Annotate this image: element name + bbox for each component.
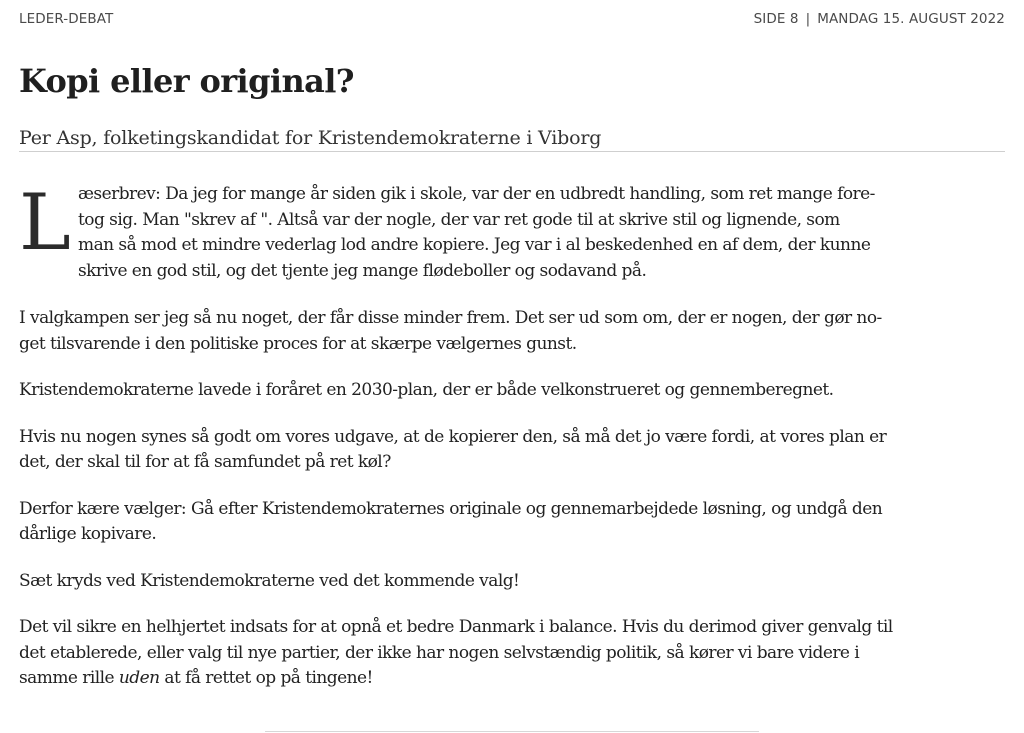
publication-date: MANDAG 15. AUGUST 2022 bbox=[817, 11, 1005, 27]
body-paragraph bbox=[19, 497, 1005, 548]
lead-line: tog sig. Man "skrev af ". Altså var der nogle, der var ret gode til at skrive stil og lignende, som bbox=[78, 209, 840, 230]
paragraph-line: det etablerede, eller valg til nye partier, der ikke har nogen selvstændig politik, så kører vi bare videre i bbox=[19, 642, 860, 663]
section-label: LEDER-DEBAT bbox=[19, 11, 114, 27]
body-paragraph bbox=[19, 378, 1005, 404]
body-paragraph bbox=[19, 425, 1005, 476]
page-number: SIDE 8 bbox=[753, 11, 799, 27]
paragraph-text: at få rettet op på tingene! bbox=[159, 668, 373, 688]
article-title: Kopi eller original? bbox=[19, 62, 354, 100]
lead-line: skrive en god stil, og det tjente jeg mange flødeboller og sodavand på. bbox=[78, 260, 647, 281]
meta-separator: | bbox=[805, 11, 811, 27]
paragraph-line: det, der skal til for at få samfundet på ret køl? bbox=[19, 452, 391, 472]
bottom-divider bbox=[265, 731, 759, 732]
body-paragraph bbox=[19, 306, 1005, 357]
paragraph-line: Det vil sikre en helhjertet indsats for at opnå et bedre Danmark i balance. Hvis du derimod giver genvalg til bbox=[19, 617, 893, 637]
article-body bbox=[19, 178, 1005, 713]
page-header bbox=[19, 11, 1005, 31]
paragraph-line: Derfor kære vælger: Gå efter Kristendemokraternes originale og gennemarbejdede løsning, og undgå den bbox=[19, 498, 883, 519]
paragraph-line: Sæt kryds ved Kristendemokraterne ved det kommende valg! bbox=[19, 570, 520, 591]
paragraph-text: samme rille bbox=[19, 668, 119, 688]
drop-cap: L bbox=[19, 178, 71, 268]
body-paragraph bbox=[19, 569, 1005, 595]
paragraph-line: I valgkampen ser jeg så nu noget, der får disse minder frem. Det ser ud som om, der er nogen, der gør no- bbox=[19, 308, 882, 328]
lead-paragraph bbox=[19, 178, 1005, 284]
paragraph-line: Kristendemokraterne lavede i foråret en 2030-plan, der er både velkonstrueret og gennemberegnet. bbox=[19, 380, 834, 400]
page-meta bbox=[754, 11, 1005, 27]
lead-line: man så mod et mindre vederlag lod andre kopiere. Jeg var i al beskedenhed en af dem, der kunne bbox=[78, 235, 871, 255]
paragraph-line: get tilsvarende i den politiske proces for at skærpe vælgernes gunst. bbox=[19, 333, 577, 354]
article-byline: Per Asp, folketingskandidat for Kristendemokraterne i Viborg bbox=[19, 127, 1005, 152]
emphasized-word: uden bbox=[118, 668, 160, 688]
closing-paragraph bbox=[19, 615, 1005, 692]
lead-line: æserbrev: Da jeg for mange år siden gik i skole, var der en udbredt handling, som ret mange fore- bbox=[78, 184, 875, 204]
paragraph-line: Hvis nu nogen synes så godt om vores udgave, at de kopierer den, så må det jo være fordi, at vores plan er bbox=[19, 426, 887, 447]
paragraph-line: dårlige kopivare. bbox=[19, 524, 157, 544]
